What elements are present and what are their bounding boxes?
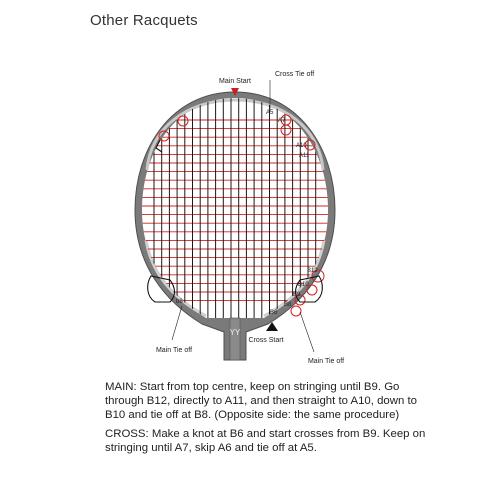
- hole-b8-right: B8: [284, 302, 292, 308]
- hole-a5: A5: [266, 110, 274, 116]
- label-main-tie-off-right: Main Tie off: [307, 358, 345, 365]
- page-title: Other Racquets: [90, 12, 198, 29]
- hole-b6: B6: [270, 310, 278, 316]
- hole-a10: A10: [296, 143, 307, 149]
- label-main-tie-off-left: Main Tie off: [155, 347, 193, 354]
- racquet-frame: [135, 92, 335, 360]
- label-cross-start: Cross Start: [248, 337, 284, 344]
- hole-b8-left: b8: [176, 299, 183, 305]
- main-instructions: MAIN: Start from top centre, keep on stringing until B9. Go through B12, directly to A11, and then straight to A10, down to B10 and tie off at B8. (Opposite side: the same procedure): [105, 381, 417, 421]
- hole-a11: A11: [299, 153, 310, 159]
- hole-b10: B10: [298, 282, 309, 288]
- cross-instructions: CROSS: Make a knot at B6 and start crosses from B9. Keep on stringing until A7, skip A6 and tie off at A5.: [105, 428, 426, 454]
- hole-b9: B9: [293, 292, 301, 298]
- stringing-instructions: [105, 380, 435, 460]
- hole-b12: B12: [307, 268, 318, 274]
- hole-a7: A7: [278, 118, 286, 124]
- label-main-start: Main Start: [219, 78, 251, 85]
- label-cross-tie-off: Cross Tie off: [275, 71, 315, 78]
- brand-logo: YY: [229, 328, 241, 337]
